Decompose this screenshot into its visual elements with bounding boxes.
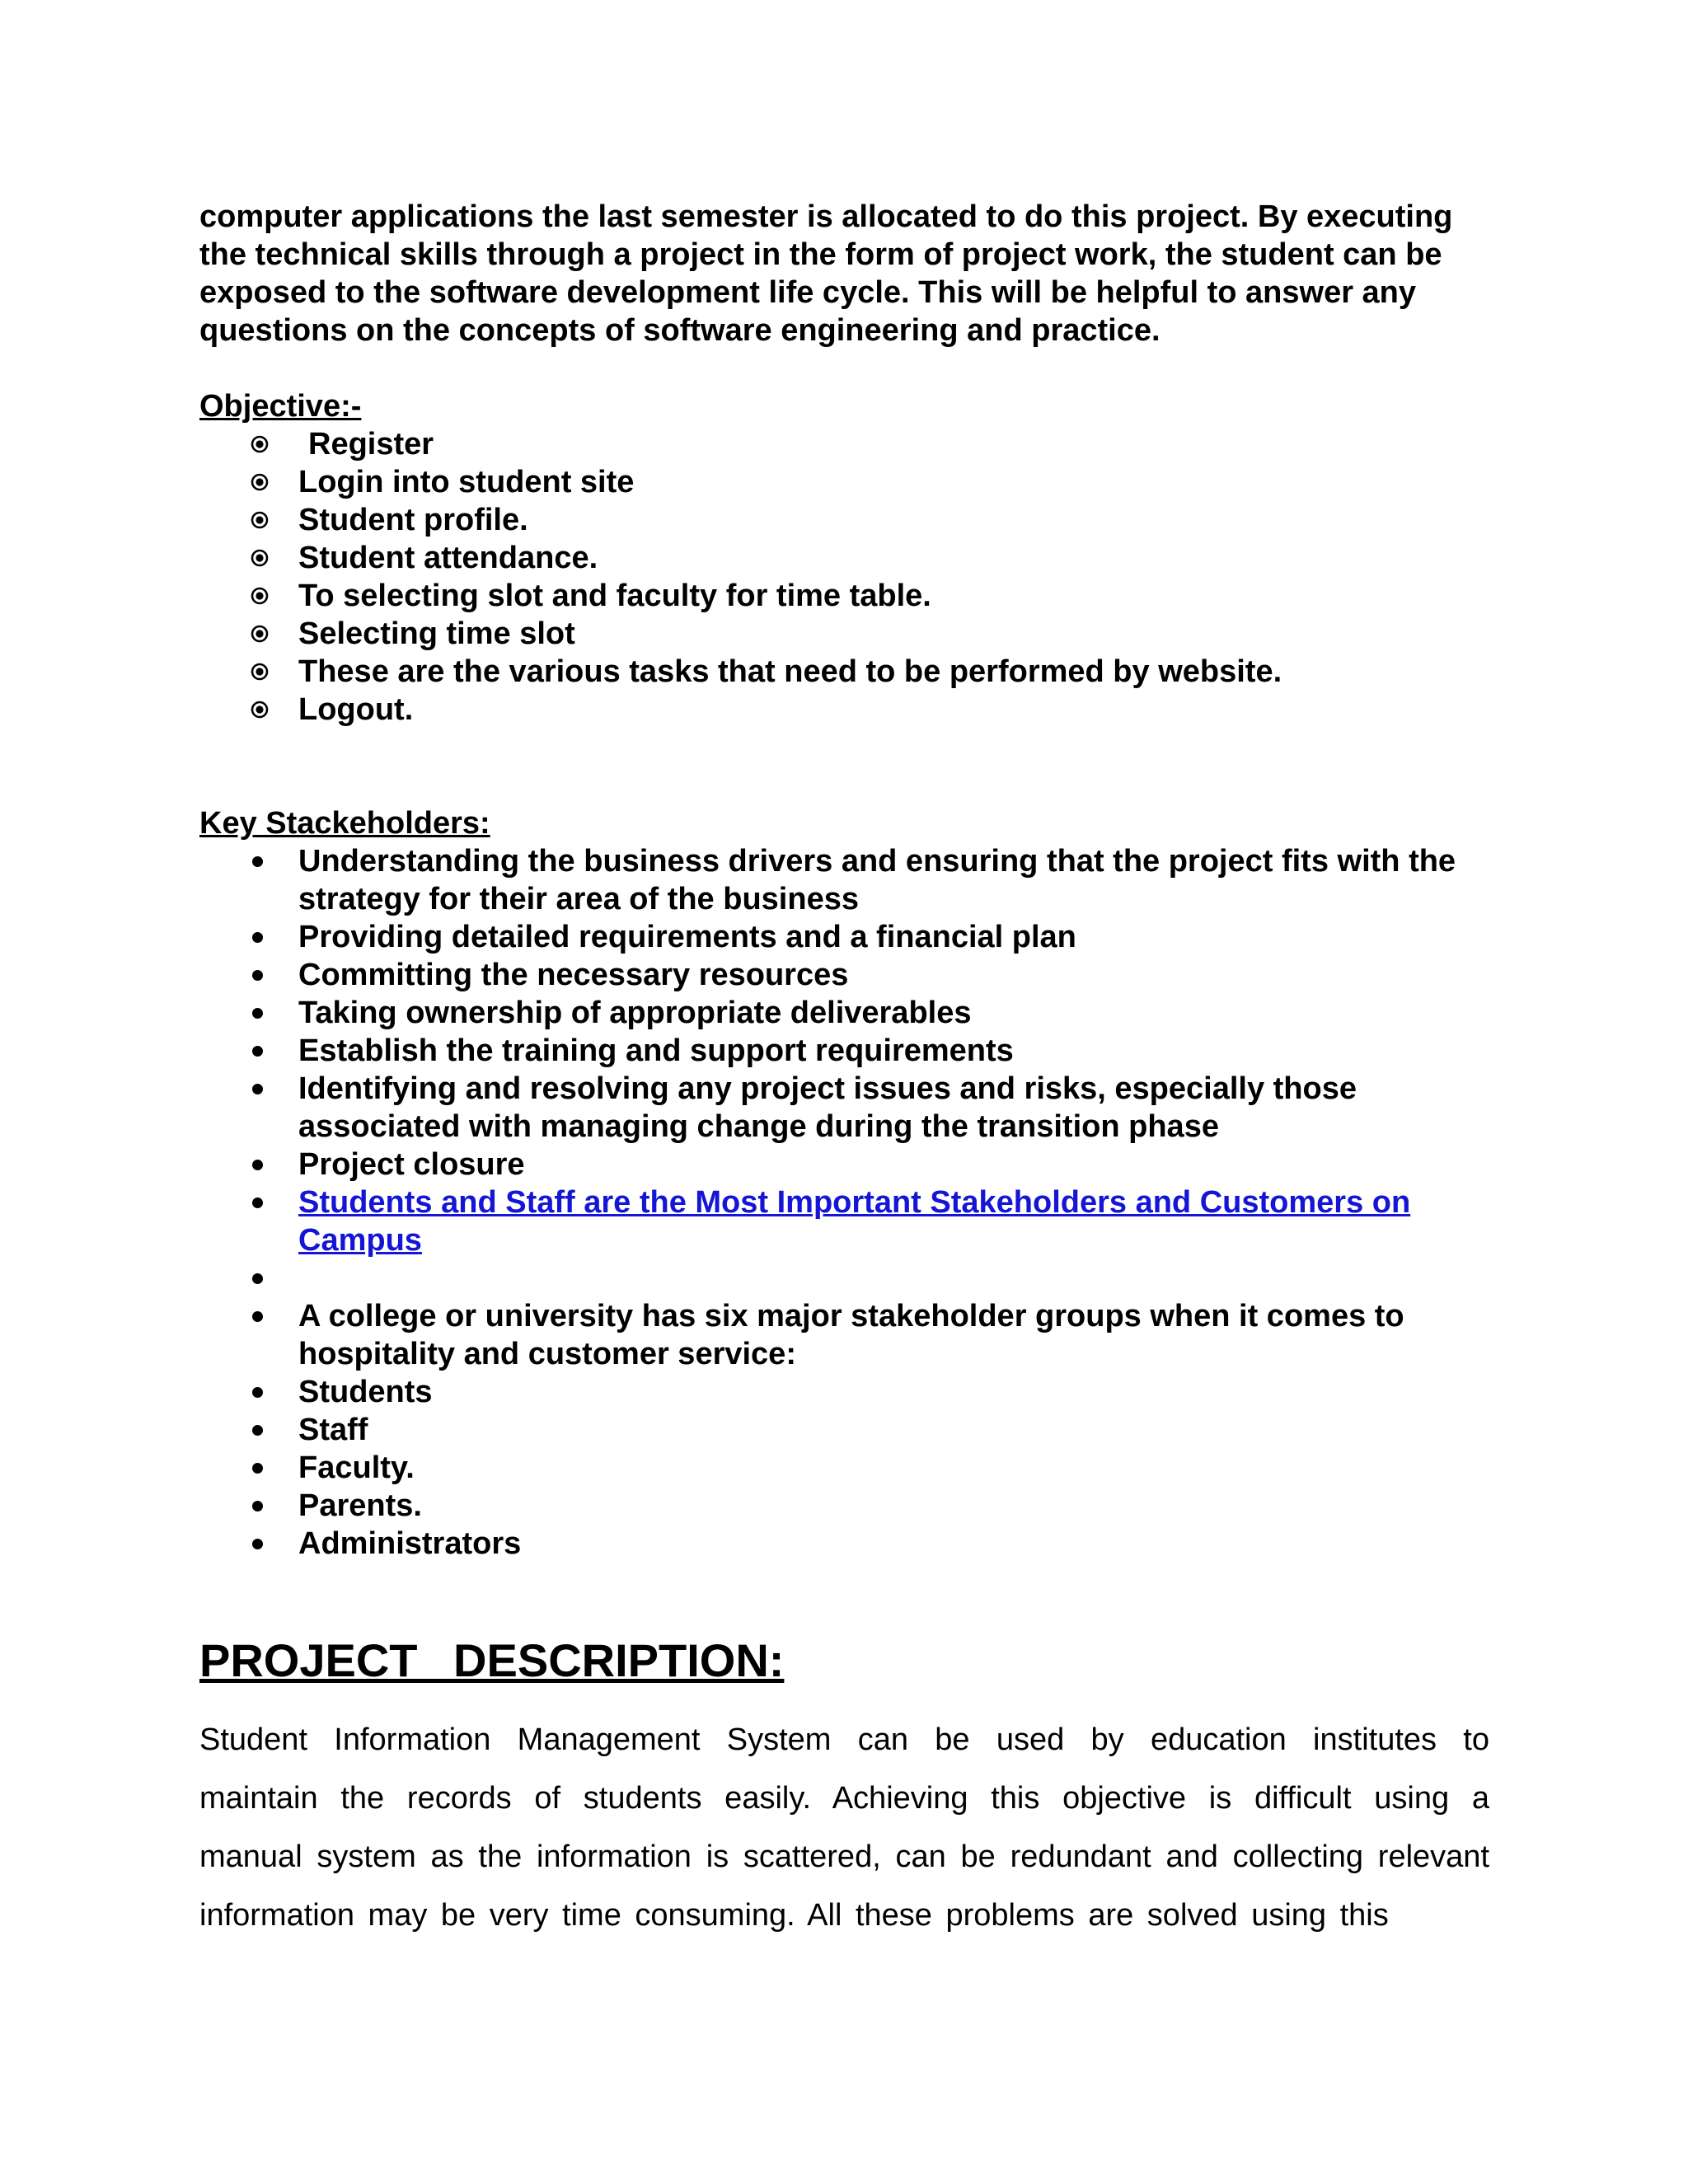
list-item (199, 1487, 1489, 1525)
page-content (199, 198, 1489, 1945)
bullet-dot-icon (252, 1463, 263, 1474)
list-item-text: Selecting time slot (298, 616, 575, 651)
list-item-text: Establish the training and support requirements (298, 1033, 1014, 1068)
list-item-text: Login into student site (298, 465, 635, 499)
intro-paragraph: computer applications the last semester is allocated to do this project. By executing the technical skills through a project in the form of project work, the student can be exposed to the software development life cycle. This will be helpful to answer any questions on the concepts of software engineering and practice. (199, 199, 1453, 348)
list-item (199, 615, 1489, 653)
list-item-text: Administrators (298, 1526, 522, 1561)
list-item-text: Student attendance. (298, 541, 598, 575)
list-item (199, 842, 1489, 918)
list-item-text: Parents. (298, 1488, 422, 1523)
bullet-dot-icon (252, 1197, 263, 1208)
list-item (199, 501, 1489, 539)
list-item (199, 1297, 1489, 1373)
radio-bullet-icon (251, 625, 269, 643)
list-item (199, 1183, 1489, 1259)
list-item (199, 1449, 1489, 1487)
radio-bullet-icon (251, 663, 269, 681)
objective-list (199, 425, 1489, 729)
list-item-text: Faculty. (298, 1451, 415, 1485)
bullet-dot-icon (252, 1008, 263, 1019)
list-item-text: Staff (298, 1413, 368, 1447)
bullet-dot-icon (252, 1387, 263, 1398)
bullet-dot-icon (252, 1539, 263, 1549)
list-item (199, 956, 1489, 994)
list-item (199, 1070, 1489, 1146)
radio-bullet-icon (251, 549, 269, 567)
list-item-text: Taking ownership of appropriate deliverables (298, 996, 972, 1030)
radio-bullet-icon (251, 435, 269, 453)
radio-bullet-icon (251, 473, 269, 491)
list-item-text: Register (308, 427, 434, 462)
list-item (199, 463, 1489, 501)
project-description-title: PROJECT DESCRIPTION: (199, 1634, 785, 1686)
list-item-text: Identifying and resolving any project issues and risks, especially those associated with managing change during the transition phase (298, 1071, 1357, 1144)
list-item (199, 425, 1489, 463)
list-item (199, 691, 1489, 729)
list-item-text: Student profile. (298, 503, 528, 537)
stakeholders-link[interactable]: Students and Staff are the Most Important Stakeholders and Customers on Campus (298, 1185, 1411, 1258)
list-item (199, 918, 1489, 956)
list-item (199, 577, 1489, 615)
list-item (199, 653, 1489, 691)
bullet-dot-icon (252, 1425, 263, 1436)
bullet-dot-icon (252, 1046, 263, 1057)
objective-heading: Objective:- (199, 389, 362, 424)
bullet-dot-icon (252, 1084, 263, 1094)
bullet-dot-icon (252, 1311, 263, 1322)
list-item-text: Students (298, 1375, 433, 1409)
list-item (199, 1373, 1489, 1411)
bullet-dot-icon (252, 932, 263, 943)
list-item-text: Understanding the business drivers and ensuring that the project fits with the strategy for their area of the business (298, 844, 1456, 916)
bullet-dot-icon (252, 970, 263, 981)
radio-bullet-icon (251, 587, 269, 605)
bullet-dot-icon (252, 856, 263, 867)
list-item-text: Committing the necessary resources (298, 958, 849, 992)
list-item (199, 539, 1489, 577)
list-item (199, 1411, 1489, 1449)
project-description-body: Student Information Management System can be used by education institutes to maintain the records of students easily. Achieving this objective is difficult using a manual system as the information is scattered, can be redundant and collecting relevant information may be very time consuming. All these problems are solved using this (199, 1722, 1489, 1933)
list-item-text: Providing detailed requirements and a financial plan (298, 920, 1076, 954)
radio-bullet-icon (251, 511, 269, 529)
list-item (199, 994, 1489, 1032)
list-item-text: Project closure (298, 1147, 525, 1182)
list-item-empty (199, 1259, 1489, 1297)
list-item-text: A college or university has six major stakeholder groups when it comes to hospitality and customer service: (298, 1299, 1404, 1371)
list-item (199, 1032, 1489, 1070)
bullet-dot-icon (252, 1273, 263, 1284)
list-item-text: Logout. (298, 692, 414, 727)
stakeholders-list (199, 842, 1489, 1563)
stakeholders-heading: Key Stackeholders: (199, 806, 490, 841)
radio-bullet-icon (251, 701, 269, 719)
list-item-text: These are the various tasks that need to be performed by website. (298, 654, 1282, 689)
list-item (199, 1525, 1489, 1563)
bullet-dot-icon (252, 1160, 263, 1170)
bullet-dot-icon (252, 1501, 263, 1511)
list-item-text: To selecting slot and faculty for time table. (298, 579, 931, 613)
list-item (199, 1146, 1489, 1183)
